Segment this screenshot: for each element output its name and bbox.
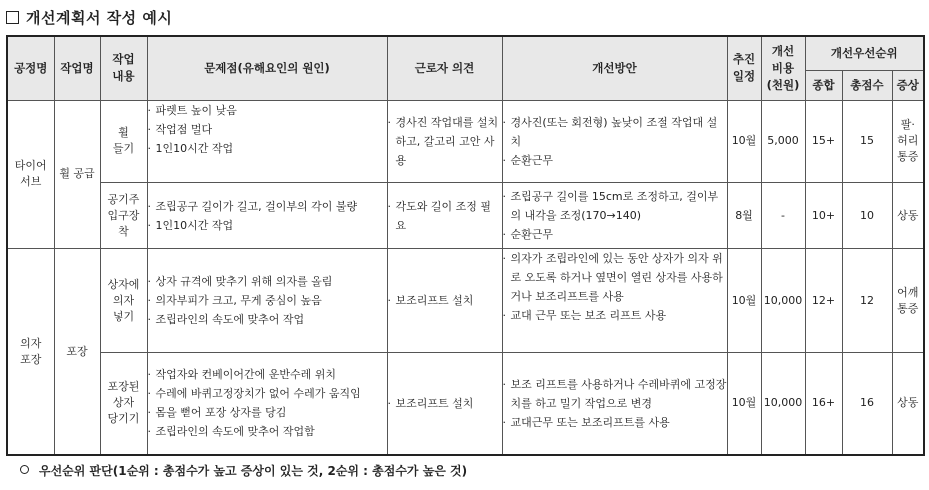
opinion-item: · 각도와 길이 조정 필요 xyxy=(388,197,502,235)
header-cost: 개선 비용 (천원) xyxy=(761,36,805,100)
task-cell: 휠 공급 xyxy=(54,100,100,249)
plan-cell xyxy=(502,352,727,455)
work-cell: 공기주 입구장 착 xyxy=(100,182,147,248)
symptom-cell: 어깨 통증 xyxy=(892,249,924,353)
priority-note-text: 우선순위 판단(1순위 : 총점수가 높고 증상이 있는 것, 2순위 : 총점수가 높은 것) xyxy=(39,464,468,478)
header-opinion: 근로자 의견 xyxy=(387,36,502,100)
problem-item: · 1인10시간 작업 xyxy=(148,216,387,235)
total-cell: 12+ xyxy=(805,249,842,353)
cost-cell: - xyxy=(761,182,805,248)
plan-cell xyxy=(502,249,727,353)
problem-item: · 몸을 뻗어 포장 상자를 당김 xyxy=(148,403,387,422)
opinion-cell xyxy=(387,249,502,353)
header-task: 작업명 xyxy=(54,36,100,100)
table-row xyxy=(7,100,924,182)
problem-cell xyxy=(147,352,387,455)
header-symptom: 증상 xyxy=(892,70,924,100)
problem-item: · 조립공구 길이가 길고, 걸이부의 각이 불량 xyxy=(148,197,387,216)
plan-item: · 보조 리프트를 사용하거나 수레바퀴에 고정장치를 하고 밀기 작업으로 변경 xyxy=(503,375,727,413)
plan-item: · 경사진(또는 회전형) 높낮이 조절 작업대 설치 xyxy=(503,113,727,151)
task-cell: 포장 xyxy=(54,249,100,455)
plan-item: · 의자가 조립라인에 있는 동안 상자가 의자 위로 오도록 하거나 옆면이 열린 상자를 사용하거나 보조리프트를 사용 xyxy=(503,249,727,306)
plan-item: · 조립공구 길이를 15cm로 조정하고, 걸이부의 내각을 조정(170→140) xyxy=(503,187,727,225)
plan-cell xyxy=(502,182,727,248)
priority-note xyxy=(20,462,467,479)
plan-cell xyxy=(502,100,727,182)
table-row xyxy=(7,249,924,353)
plan-item: · 순환근무 xyxy=(503,151,727,170)
opinion-item: · 보조리프트 설치 xyxy=(388,291,502,310)
schedule-cell: 8월 xyxy=(727,182,761,248)
plan-item: · 교대 근무 또는 보조 리프트 사용 xyxy=(503,306,727,325)
problem-item: · 작업점 멀다 xyxy=(148,120,387,139)
score-cell: 16 xyxy=(842,352,892,455)
opinion-item: · 경사진 작업대를 설치하고, 갈고리 고안 사용 xyxy=(388,113,502,170)
header-schedule: 추진 일정 xyxy=(727,36,761,100)
schedule-cell: 10월 xyxy=(727,249,761,353)
schedule-cell: 10월 xyxy=(727,352,761,455)
work-cell: 상자에 의자 넣기 xyxy=(100,249,147,353)
circle-bullet-icon xyxy=(20,465,29,474)
score-cell: 12 xyxy=(842,249,892,353)
process-cell: 타이어 서브 xyxy=(7,100,54,249)
opinion-cell xyxy=(387,182,502,248)
document-title xyxy=(6,6,172,30)
opinion-cell xyxy=(387,100,502,182)
cost-cell: 10,000 xyxy=(761,352,805,455)
plan-item: · 교대근무 또는 보조리프트를 사용 xyxy=(503,413,727,432)
problem-cell xyxy=(147,100,387,182)
table-row xyxy=(7,352,924,455)
symptom-cell: 팔· 허리 통증 xyxy=(892,100,924,182)
problem-item: · 의자부피가 크고, 무게 중심이 높음 xyxy=(148,291,387,310)
problem-item: · 조립라인의 속도에 맞추어 작업함 xyxy=(148,422,387,441)
header-priority: 개선우선순위 xyxy=(805,36,924,70)
problem-item: · 조립라인의 속도에 맞추어 작업 xyxy=(148,310,387,329)
problem-item: · 1인10시간 작업 xyxy=(148,139,387,158)
document-title-text: 개선계획서 작성 예시 xyxy=(26,9,173,27)
problem-cell xyxy=(147,182,387,248)
table-row xyxy=(7,182,924,248)
schedule-cell: 10월 xyxy=(727,100,761,182)
cost-cell: 5,000 xyxy=(761,100,805,182)
work-cell: 휠 들기 xyxy=(100,100,147,182)
problem-item: · 작업자와 컨베이어간에 운반수레 위치 xyxy=(148,365,387,384)
opinion-item: · 보조리프트 설치 xyxy=(388,394,502,413)
problem-item: · 상자 규격에 맞추기 위해 의자를 올림 xyxy=(148,272,387,291)
total-cell: 15+ xyxy=(805,100,842,182)
problem-item: · 수레에 바퀴고정장치가 없어 수레가 움직임 xyxy=(148,384,387,403)
symptom-cell: 상동 xyxy=(892,352,924,455)
work-cell: 포장된 상자 당기기 xyxy=(100,352,147,455)
problem-item: · 파렛트 높이 낮음 xyxy=(148,101,387,120)
opinion-cell xyxy=(387,352,502,455)
checkbox-square-icon xyxy=(6,11,19,24)
header-process: 공정명 xyxy=(7,36,54,100)
plan-item: · 순환근무 xyxy=(503,225,727,244)
score-cell: 15 xyxy=(842,100,892,182)
improvement-plan-table xyxy=(6,35,925,456)
process-cell: 의자 포장 xyxy=(7,249,54,455)
header-plan: 개선방안 xyxy=(502,36,727,100)
symptom-cell: 상동 xyxy=(892,182,924,248)
header-problem: 문제점(유해요인의 원인) xyxy=(147,36,387,100)
total-cell: 10+ xyxy=(805,182,842,248)
header-score: 총점수 xyxy=(842,70,892,100)
header-work: 작업 내용 xyxy=(100,36,147,100)
total-cell: 16+ xyxy=(805,352,842,455)
score-cell: 10 xyxy=(842,182,892,248)
problem-cell xyxy=(147,249,387,353)
header-total: 종합 xyxy=(805,70,842,100)
cost-cell: 10,000 xyxy=(761,249,805,353)
